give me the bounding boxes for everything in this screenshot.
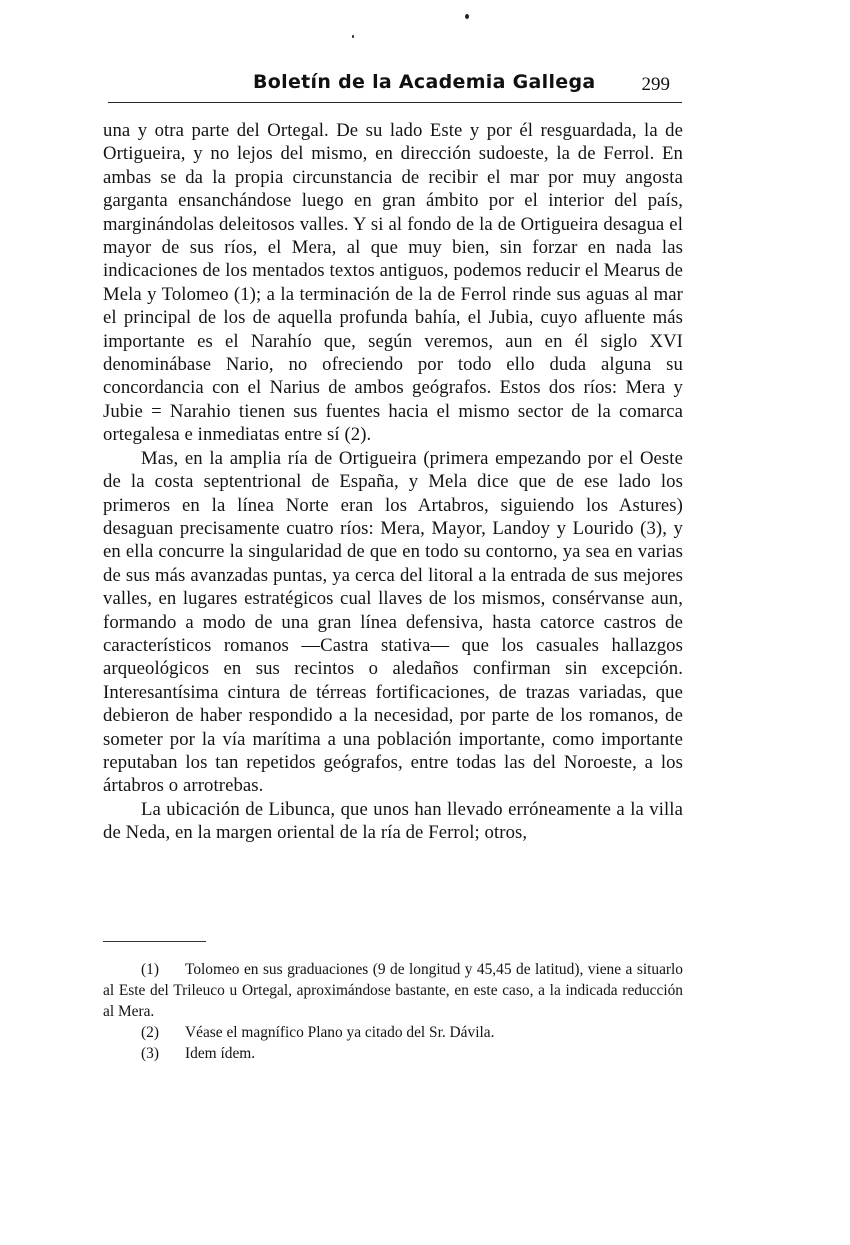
footnote-3 <box>103 1043 683 1064</box>
body-text <box>103 119 683 845</box>
scan-speck <box>465 14 469 19</box>
paragraph-2: Mas, en la amplia ría de Ortigueira (primera empezando por el Oeste de la costa septentrional de España, y Mela dice que de ese lado los primeros en la línea Norte eran los Artabros, siguiendo los Astures) desaguan precisamente cuatro ríos: Mera, Mayor, Landoy y Lourido (3), y en ella concurre la singularidad de que en todo su contorno, ya sea en varias de sus más avanzadas puntas, ya cerca del litoral a la entrada de sus mejores valles, en lugares estratégicos cual llaves de los mismos, consérvanse aun, formando a modo de una gran línea defensiva, hasta catorce castros de característicos romanos —Castra stativa— que los casuales hallazgos arqueológicos en sus recintos o aledaños confirman sin excepción. Interesantísima cintura de térreas fortificaciones, de trazas variadas, que debieron de haber respondido a la necesidad, por parte de los romanos, de someter por la vía marítima a una población importante, como importante reputaban los tan repetidos geógrafos, entre todas las del Noroeste, a los ártabros o arrotrebas. <box>103 447 683 797</box>
footnote-number: (2) <box>141 1024 159 1041</box>
scan-speck <box>352 35 354 38</box>
footnote-rule <box>103 941 206 942</box>
journal-title: Boletín de la Academia Gallega <box>253 71 596 93</box>
paragraph-3: La ubicación de Libunca, que unos han llevado erróneamente a la villa de Neda, en la margen oriental de la ría de Ferrol; otros, <box>103 798 683 844</box>
footnotes <box>103 959 683 1064</box>
page-number: 299 <box>641 74 670 95</box>
paragraph-1: una y otra parte del Ortegal. De su lado Este y por él resguardada, la de Ortigueira, y no lejos del mismo, en dirección sudoeste, la de Ferrol. En ambas se da la propia circunstancia de recibir el mar por muy angosta garganta ensanchándose luego en gran ámbito por el interior del país, marginándolas deleitosos valles. Y si al fondo de la de Ortigueira desagua el mayor de sus ríos, el Mera, al que muy bien, sin forzar en nada las indicaciones de los mentados textos antiguos, podemos reducir el Mearus de Mela y Tolomeo (1); a la terminación de la de Ferrol rinde sus aguas al mar el principal de los de aquella profunda bahía, el Jubia, cuyo afluente más importante es el Narahío que, según veremos, aun en él siglo XVI denominábase Nario, no ofreciendo por todo ello duda alguna su concordancia con el Narius de ambos geógrafos. Estos dos ríos: Mera y Jubie = Narahio tienen sus fuentes hacia el mismo sector de la comarca ortegalesa e inmediatas entre sí (2). <box>103 120 683 446</box>
footnote-2 <box>103 1022 683 1043</box>
footnote-number: (3) <box>141 1045 159 1062</box>
footnote-1 <box>103 959 683 1022</box>
footnote-number: (1) <box>141 961 159 978</box>
running-header <box>108 66 682 103</box>
footnote-text: Tolomeo en sus graduaciones (9 de longitud y 45,45 de latitud), viene a situarlo al Este del Trileuco u Ortegal, aproximándose bastante, en este caso, a la indicada reducción al Mera. <box>103 961 683 1020</box>
footnote-text: Véase el magnífico Plano ya citado del Sr. Dávila. <box>185 1024 495 1041</box>
footnote-text: Idem ídem. <box>185 1045 256 1062</box>
